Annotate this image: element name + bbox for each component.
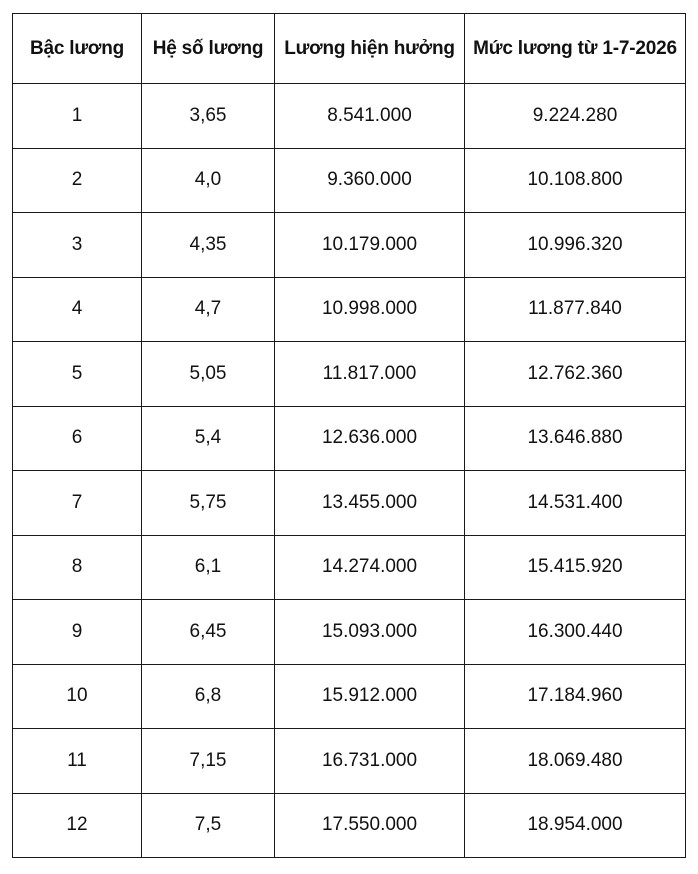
cell-salary-grade: 3 (13, 213, 142, 278)
header-salary-from-2026: Mức lương từ 1-7-2026 (465, 14, 686, 84)
cell-salary-from-2026: 16.300.440 (465, 600, 686, 665)
cell-salary-coefficient: 5,75 (142, 471, 275, 536)
cell-salary-from-2026: 11.877.840 (465, 277, 686, 342)
cell-salary-grade: 1 (13, 84, 142, 149)
cell-salary-from-2026: 10.108.800 (465, 148, 686, 213)
cell-current-salary: 15.093.000 (275, 600, 465, 665)
cell-salary-grade: 2 (13, 148, 142, 213)
table-row (13, 84, 686, 149)
cell-salary-grade: 9 (13, 600, 142, 665)
table-row (13, 600, 686, 665)
header-salary-coefficient: Hệ số lương (142, 14, 275, 84)
table-body (13, 84, 686, 858)
table-row (13, 471, 686, 536)
cell-salary-coefficient: 5,4 (142, 406, 275, 471)
cell-salary-grade: 7 (13, 471, 142, 536)
cell-current-salary: 14.274.000 (275, 535, 465, 600)
cell-salary-from-2026: 18.069.480 (465, 729, 686, 794)
cell-salary-grade: 6 (13, 406, 142, 471)
cell-salary-coefficient: 7,15 (142, 729, 275, 794)
salary-table (12, 13, 686, 858)
cell-salary-grade: 8 (13, 535, 142, 600)
cell-salary-from-2026: 9.224.280 (465, 84, 686, 149)
table-row (13, 342, 686, 407)
table-row (13, 664, 686, 729)
cell-current-salary: 16.731.000 (275, 729, 465, 794)
cell-salary-from-2026: 10.996.320 (465, 213, 686, 278)
header-current-salary: Lương hiện hưởng (275, 14, 465, 84)
cell-salary-coefficient: 4,7 (142, 277, 275, 342)
cell-current-salary: 9.360.000 (275, 148, 465, 213)
cell-salary-grade: 12 (13, 793, 142, 858)
cell-salary-from-2026: 13.646.880 (465, 406, 686, 471)
cell-salary-coefficient: 6,8 (142, 664, 275, 729)
cell-current-salary: 10.179.000 (275, 213, 465, 278)
table-row (13, 277, 686, 342)
cell-salary-from-2026: 14.531.400 (465, 471, 686, 536)
cell-salary-from-2026: 17.184.960 (465, 664, 686, 729)
cell-salary-coefficient: 4,0 (142, 148, 275, 213)
cell-current-salary: 12.636.000 (275, 406, 465, 471)
cell-salary-coefficient: 6,1 (142, 535, 275, 600)
cell-salary-grade: 4 (13, 277, 142, 342)
table-row (13, 535, 686, 600)
cell-salary-coefficient: 5,05 (142, 342, 275, 407)
cell-salary-coefficient: 6,45 (142, 600, 275, 665)
cell-current-salary: 10.998.000 (275, 277, 465, 342)
table-row (13, 213, 686, 278)
cell-current-salary: 17.550.000 (275, 793, 465, 858)
header-salary-grade: Bậc lương (13, 14, 142, 84)
cell-salary-from-2026: 15.415.920 (465, 535, 686, 600)
cell-salary-grade: 11 (13, 729, 142, 794)
table-row (13, 406, 686, 471)
cell-current-salary: 15.912.000 (275, 664, 465, 729)
cell-salary-grade: 5 (13, 342, 142, 407)
cell-current-salary: 13.455.000 (275, 471, 465, 536)
cell-salary-coefficient: 3,65 (142, 84, 275, 149)
table-row (13, 148, 686, 213)
cell-current-salary: 8.541.000 (275, 84, 465, 149)
cell-salary-coefficient: 7,5 (142, 793, 275, 858)
cell-salary-grade: 10 (13, 664, 142, 729)
cell-current-salary: 11.817.000 (275, 342, 465, 407)
cell-salary-coefficient: 4,35 (142, 213, 275, 278)
table-header (13, 14, 686, 84)
cell-salary-from-2026: 18.954.000 (465, 793, 686, 858)
header-row (13, 14, 686, 84)
cell-salary-from-2026: 12.762.360 (465, 342, 686, 407)
table-row (13, 793, 686, 858)
table-row (13, 729, 686, 794)
